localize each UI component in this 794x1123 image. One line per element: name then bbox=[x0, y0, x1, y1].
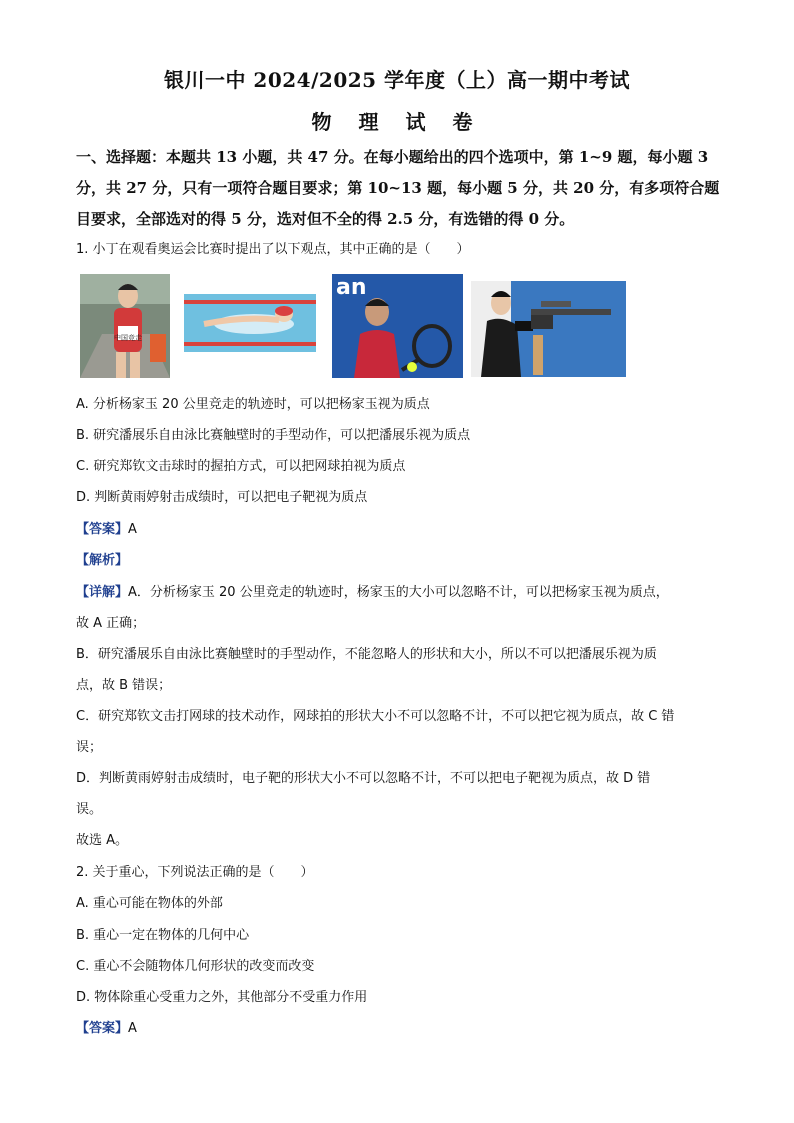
detail-line: C．研究郑钦文击打网球的技术动作，网球拍的形状大小不可以忽略不计，不可以把它视为质点，故 C 错 bbox=[76, 709, 675, 724]
question-2-option-d: D. 物体除重心受重力之外，其他部分不受重力作用 bbox=[76, 990, 368, 1005]
detail-label: 【详解】 bbox=[76, 585, 129, 600]
subject-title: 物 理 试 卷 bbox=[311, 110, 483, 134]
shooter-photo bbox=[471, 281, 626, 377]
detail-line: 误。 bbox=[76, 802, 103, 817]
instruction-line: 目要求，全部选对的得 5 分，选对但不全的得 2.5 分，有选错的得 0 分。 bbox=[76, 210, 575, 228]
race-walker-photo bbox=[80, 274, 170, 378]
answer-label: 【答案】 bbox=[76, 1021, 129, 1036]
swimmer-photo bbox=[184, 294, 316, 352]
question-2-answer bbox=[76, 1019, 137, 1039]
answer-value: A bbox=[128, 1021, 137, 1036]
question-1-option-c: C. 研究郑钦文击球时的握拍方式，可以把网球拍视为质点 bbox=[76, 459, 406, 474]
question-1-option-d: D. 判断黄雨婷射击成绩时，可以把电子靶视为质点 bbox=[76, 490, 368, 505]
question-1-analysis-label bbox=[76, 551, 128, 571]
analysis-label: 【解析】 bbox=[76, 553, 129, 568]
question-1-answer bbox=[76, 520, 137, 540]
bib-text: 中国竞走 bbox=[114, 334, 142, 342]
question-2-option-b: B. 重心一定在物体的几何中心 bbox=[76, 928, 250, 943]
detail-line: 故选 A。 bbox=[76, 833, 129, 848]
question-1-stem: 1. 小丁在观看奥运会比赛时提出了以下观点，其中正确的是（ ） bbox=[76, 242, 470, 257]
detail-line: B．研究潘展乐自由泳比赛触壁时的手型动作，不能忽略人的形状和大小，所以不可以把潘展乐视为质 bbox=[76, 647, 657, 662]
detail-line: 误； bbox=[76, 740, 103, 755]
detail-line: 点，故 B 错误； bbox=[76, 678, 172, 693]
question-1-detail bbox=[76, 577, 722, 856]
question-1-option-b: B. 研究潘展乐自由泳比赛触壁时的手型动作，可以把潘展乐视为质点 bbox=[76, 428, 471, 443]
instruction-line: 分，共 27 分，只有一项符合题目要求；第 10~13 题，每小题 5 分，共 20 分，有多项符合题 bbox=[76, 179, 720, 197]
question-2-stem: 2. 关于重心，下列说法正确的是（ ） bbox=[76, 865, 314, 880]
tennis-player-photo bbox=[332, 274, 463, 378]
banner-text: an bbox=[336, 275, 367, 300]
answer-value: A bbox=[128, 522, 137, 537]
detail-line: 【详解】A．分析杨家玉 20 公里竞走的轨迹时，杨家玉的大小可以忽略不计，可以把杨家玉视为质点， bbox=[76, 585, 669, 600]
exam-title: 银川一中 2024/2025 学年度（上）高一期中考试 bbox=[163, 68, 631, 92]
answer-label: 【答案】 bbox=[76, 522, 129, 537]
question-1-photos bbox=[80, 274, 626, 378]
section-instructions bbox=[76, 142, 722, 235]
question-2-option-c: C. 重心不会随物体几何形状的改变而改变 bbox=[76, 959, 315, 974]
question-2-option-a: A. 重心可能在物体的外部 bbox=[76, 896, 223, 911]
question-1-option-a: A. 分析杨家玉 20 公里竞走的轨迹时，可以把杨家玉视为质点 bbox=[76, 397, 430, 412]
detail-line: D．判断黄雨婷射击成绩时，电子靶的形状大小不可以忽略不计，不可以把电子靶视为质点，故 D 错 bbox=[76, 771, 651, 786]
instruction-line: 一、选择题：本题共 13 小题，共 47 分。在每小题给出的四个选项中，第 1~9 题，每小题 3 bbox=[76, 148, 709, 166]
detail-line: 故 A 正确； bbox=[76, 616, 146, 631]
